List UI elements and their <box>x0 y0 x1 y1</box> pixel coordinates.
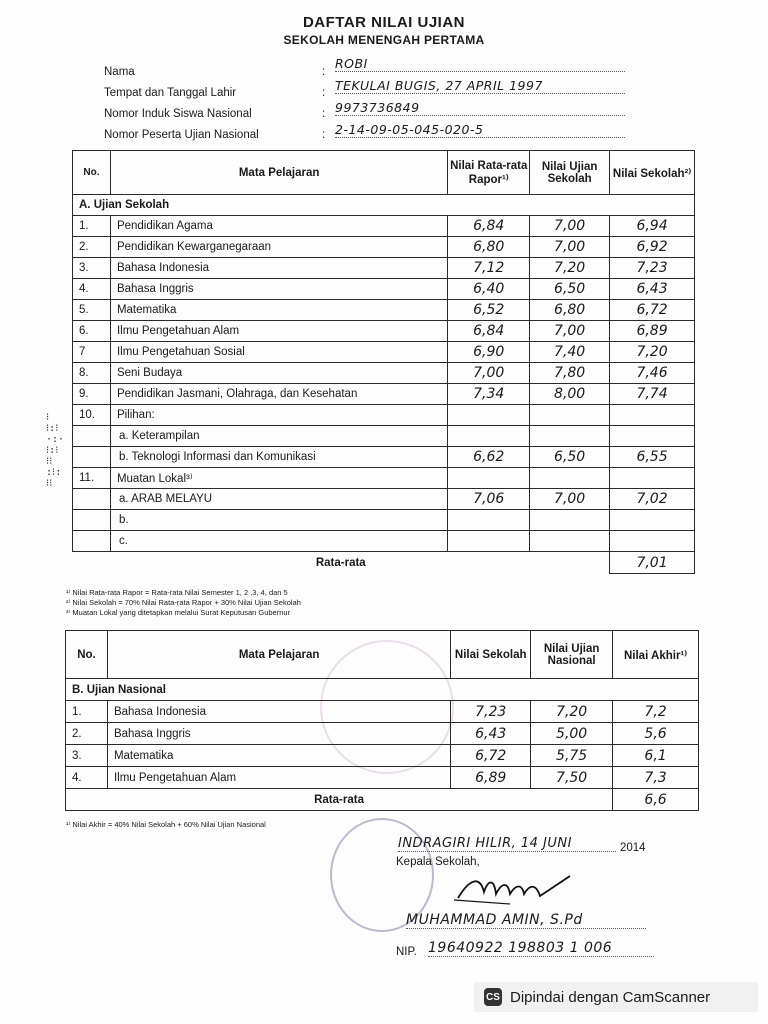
table-row <box>73 342 695 363</box>
score-cell: 7,2 <box>613 701 699 723</box>
subject-name: Muatan Lokal³⁾ <box>110 468 447 489</box>
header-subject: Mata Pelajaran <box>110 151 447 195</box>
table-row <box>73 300 695 321</box>
subject-name: c. <box>110 531 447 552</box>
footnote-final: ¹⁾ Nilai Akhir = 40% Nilai Sekolah + 60% Nilai Ujian Nasional <box>66 820 266 829</box>
row-number: 9. <box>73 384 111 405</box>
row-number <box>73 426 111 447</box>
row-number <box>73 531 111 552</box>
table-row <box>73 321 695 342</box>
name-label: Nama <box>104 66 135 78</box>
camscanner-text: Dipindai dengan CamScanner <box>510 988 711 1006</box>
row-number <box>73 489 111 510</box>
score-cell <box>610 426 695 447</box>
table-row <box>73 363 695 384</box>
document-title: DAFTAR NILAI UJIAN <box>302 14 466 31</box>
nisn-label: Nomor Induk Siswa Nasional <box>104 108 252 120</box>
score-cell <box>610 468 695 489</box>
score-cell: 7,23 <box>451 701 531 723</box>
subject-name: Matematika <box>110 300 447 321</box>
birth-label: Tempat dan Tanggal Lahir <box>104 87 237 99</box>
name-value: ROBI <box>335 56 625 72</box>
subject-name: Bahasa Indonesia <box>107 701 450 723</box>
score-cell <box>448 468 530 489</box>
section-b-label: B. Ujian Nasional <box>66 679 699 701</box>
row-number <box>73 447 111 468</box>
nip-value: 19640922 198803 1 006 <box>428 940 654 957</box>
header-school-exam: Nilai Ujian Sekolah <box>530 151 610 195</box>
subject-name: Ilmu Pengetahuan Alam <box>110 321 447 342</box>
header2-subject: Mata Pelajaran <box>107 631 450 679</box>
score-cell: 6,40 <box>448 279 530 300</box>
score-cell: 6,89 <box>610 321 695 342</box>
header-report-avg: Nilai Rata-rata Rapor¹⁾ <box>448 151 530 195</box>
score-cell: 6,84 <box>448 216 530 237</box>
birth-value: TEKULAI BUGIS, 27 APRIL 1997 <box>335 78 625 94</box>
footnote-1: ¹⁾ Nilai Rata-rata Rapor = Rata-rata Nilai Semester 1, 2 ,3, 4, dan 5 <box>66 588 288 597</box>
score-cell: 7,40 <box>530 342 610 363</box>
table-row <box>73 216 695 237</box>
header-no: No. <box>73 151 111 195</box>
score-cell: 7,50 <box>531 767 613 789</box>
score-cell: 6,92 <box>610 237 695 258</box>
subject-name: Ilmu Pengetahuan Sosial <box>110 342 447 363</box>
score-cell: 6,72 <box>610 300 695 321</box>
subject-name: Pendidikan Jasmani, Olahraga, dan Kesehatan <box>110 384 447 405</box>
score-cell <box>610 531 695 552</box>
row-number: 10. <box>73 405 111 426</box>
exam-number-label: Nomor Peserta Ujian Nasional <box>104 129 259 141</box>
score-cell <box>448 405 530 426</box>
subject-name: Bahasa Inggris <box>110 279 447 300</box>
table-row <box>66 767 699 789</box>
score-cell: 7,00 <box>448 363 530 384</box>
average-label: Rata-rata <box>73 552 610 574</box>
score-cell: 6,43 <box>451 723 531 745</box>
principal-name: MUHAMMAD AMIN, S.Pd <box>406 912 646 929</box>
camscanner-logo-icon: CS <box>484 988 502 1006</box>
subject-name: Pendidikan Agama <box>110 216 447 237</box>
national-exam-table <box>65 630 699 811</box>
table-row <box>73 384 695 405</box>
header2-final-score: Nilai Akhir¹⁾ <box>613 631 699 679</box>
score-cell: 6,50 <box>530 279 610 300</box>
subject-name: Seni Budaya <box>110 363 447 384</box>
year: 2014 <box>620 842 646 854</box>
subject-name: Bahasa Indonesia <box>110 258 447 279</box>
camscanner-watermark <box>474 982 758 1012</box>
score-cell <box>530 510 610 531</box>
principal-role: Kepala Sekolah, <box>396 856 480 868</box>
score-cell: 6,55 <box>610 447 695 468</box>
score-cell: 6,62 <box>448 447 530 468</box>
average-value: 7,01 <box>610 552 695 574</box>
table-row <box>66 745 699 767</box>
average2-value: 6,6 <box>613 789 699 811</box>
row-number: 2. <box>66 723 108 745</box>
row-number <box>73 510 111 531</box>
signature-scribble <box>450 868 580 908</box>
score-cell: 7,06 <box>448 489 530 510</box>
subject-name: Pendidikan Kewarganegaraan <box>110 237 447 258</box>
score-cell: 6,90 <box>448 342 530 363</box>
score-cell: 7,20 <box>530 258 610 279</box>
score-cell: 6,72 <box>451 745 531 767</box>
table-row <box>73 489 695 510</box>
score-cell: 8,00 <box>530 384 610 405</box>
score-cell: 7,74 <box>610 384 695 405</box>
margin-marks: ⁝ ⁝:⁝ ·:· ⁝:⁝ ⁝⁝ :⁝: ⁝⁝ <box>46 412 65 489</box>
subject-name: b. Teknologi Informasi dan Komunikasi <box>110 447 447 468</box>
score-cell: 6,1 <box>613 745 699 767</box>
score-cell: 5,6 <box>613 723 699 745</box>
row-number: 4. <box>73 279 111 300</box>
row-number: 2. <box>73 237 111 258</box>
place-date: INDRAGIRI HILIR, 14 JUNI <box>398 836 616 852</box>
row-number: 3. <box>66 745 108 767</box>
score-cell <box>448 531 530 552</box>
score-cell: 7,12 <box>448 258 530 279</box>
score-cell <box>530 405 610 426</box>
table-row <box>66 701 699 723</box>
school-exam-table <box>72 150 695 574</box>
table-row <box>73 279 695 300</box>
score-cell: 6,80 <box>530 300 610 321</box>
score-cell: 7,20 <box>531 701 613 723</box>
score-cell: 7,00 <box>530 237 610 258</box>
score-cell: 7,3 <box>613 767 699 789</box>
score-cell: 6,52 <box>448 300 530 321</box>
row-number: 6. <box>73 321 111 342</box>
header2-school-score: Nilai Sekolah <box>451 631 531 679</box>
footnote-3: ³⁾ Muatan Lokal yang ditetapkan melalui Surat Keputusan Gubernur <box>66 608 291 617</box>
table-row <box>73 447 695 468</box>
subject-name: Pilihan: <box>110 405 447 426</box>
score-cell: 7,00 <box>530 489 610 510</box>
section-a-label: A. Ujian Sekolah <box>73 195 695 216</box>
row-number: 4. <box>66 767 108 789</box>
score-cell: 6,43 <box>610 279 695 300</box>
score-cell: 7,00 <box>530 321 610 342</box>
row-number: 8. <box>73 363 111 384</box>
score-cell <box>448 426 530 447</box>
score-cell: 7,02 <box>610 489 695 510</box>
subject-name: Bahasa Inggris <box>107 723 450 745</box>
table-row <box>66 723 699 745</box>
row-number: 11. <box>73 468 111 489</box>
subject-name: Matematika <box>107 745 450 767</box>
score-cell <box>530 426 610 447</box>
score-cell: 7,20 <box>610 342 695 363</box>
exam-number-value: 2-14-09-05-045-020-5 <box>335 122 625 138</box>
table-row <box>73 237 695 258</box>
score-cell: 5,00 <box>531 723 613 745</box>
score-cell: 7,34 <box>448 384 530 405</box>
score-cell: 6,84 <box>448 321 530 342</box>
document-subtitle: SEKOLAH MENENGAH PERTAMA <box>283 33 485 47</box>
score-cell <box>448 510 530 531</box>
score-cell: 6,94 <box>610 216 695 237</box>
score-cell: 7,80 <box>530 363 610 384</box>
score-cell <box>610 510 695 531</box>
score-cell: 7,23 <box>610 258 695 279</box>
score-cell: 6,80 <box>448 237 530 258</box>
table-row <box>73 531 695 552</box>
row-number: 7 <box>73 342 111 363</box>
score-cell <box>610 405 695 426</box>
row-number: 3. <box>73 258 111 279</box>
footnote-2: ²⁾ Nilai Sekolah = 70% Nilai Rata-rata Rapor + 30% Nilai Ujian Sekolah <box>66 598 301 607</box>
score-cell: 7,00 <box>530 216 610 237</box>
score-cell <box>530 531 610 552</box>
table-row <box>73 468 695 489</box>
header2-no: No. <box>66 631 108 679</box>
document-page: DAFTAR NILAI UJIAN SEKOLAH MENENGAH PERTAMA Nama : ROBI Tempat dan Tanggal Lahir : TEKULAI BUGIS, 27 APRIL 1997 Nomor Induk Siswa Nasional : 9973736849 Nomor Peserta Ujian Nasional : 2-14-09-05-045-020-5 No. Mata Pelajaran Nilai Rata-rata Rapor¹⁾ Nilai Ujian Sekolah Nilai Sekolah²⁾ A. Ujian Sekolah 1. Pendidikan Agama 6,84 7,00 6,94 2. Pendidikan Kewarganegaraan 6,80 7,00 6,92 3. Bahasa Indonesia 7,12 7,20 7,23 4. Bahasa Inggris 6,40 6,50 6,43 5. Matematika 6,52 6,80 6,72 6. Ilmu Pengetahuan Alam 6,84 7,00 6,89 7 Ilmu Pengetahuan Sosial 6,90 7,40 7,20 8. Seni Budaya 7,00 7,80 7,46 9. Pendidikan Jasmani, Olahraga, dan Kesehatan 7,34 8,00 7,74 10. Pilihan: a. Keterampilan b. Teknologi Informasi dan Komunikasi 6,62 6,50 6,55 11. Muatan Lokal³⁾ a. ARAB MELAYU 7,06 7,00 7,02 b. c. Rata-rata 7,01 ¹⁾ Nilai Rata-rata Rapor = Rata-rata Nilai Semester 1, 2 ,3, 4, dan 5 ²⁾ Nilai Sekolah = 70% Nilai Rata-rata Rapor + 30% Nilai Ujian Sekolah ³⁾ Muatan Lokal yang ditetapkan melalui Surat Keputusan Gubernur No. Mata Pelajaran Nilai Sekolah Nilai Ujian Nasional Nilai Akhir¹⁾ B. Ujian Nasional 1. Bahasa Indonesia 7,23 7,20 7,2 2. Bahasa Inggris 6,43 5,00 5,6 3. Matematika 6,72 5,75 6,1 4. Ilmu Pengetahuan Alam 6,89 7,50 7,3 Rata-rata 6,6 ¹⁾ Nilai Akhir = 40% Nilai Sekolah + 60% Nilai Ujian Nasional ⁝ ⁝:⁝ ·:· ⁝:⁝ ⁝⁝ :⁝: ⁝⁝ INDRAGIRI HILIR, 14 JUNI 2014 Kepala Sekolah, MUHAMMAD AMIN, S.Pd NIP. 19640922 198803 1 006 CS Dipindai dengan CamScanner <box>0 0 768 1024</box>
row-number: 5. <box>73 300 111 321</box>
table-row <box>73 510 695 531</box>
table-row <box>73 426 695 447</box>
row-number: 1. <box>66 701 108 723</box>
subject-name: a. ARAB MELAYU <box>110 489 447 510</box>
score-cell <box>530 468 610 489</box>
score-cell: 7,46 <box>610 363 695 384</box>
subject-name: a. Keterampilan <box>110 426 447 447</box>
header-school-score: Nilai Sekolah²⁾ <box>610 151 695 195</box>
subject-name: b. <box>110 510 447 531</box>
row-number: 1. <box>73 216 111 237</box>
score-cell: 6,89 <box>451 767 531 789</box>
nip-label: NIP. <box>396 946 417 958</box>
nisn-value: 9973736849 <box>335 100 625 116</box>
header2-national-exam: Nilai Ujian Nasional <box>531 631 613 679</box>
table-row <box>73 405 695 426</box>
table-row <box>73 258 695 279</box>
score-cell: 6,50 <box>530 447 610 468</box>
average2-label: Rata-rata <box>66 789 613 811</box>
subject-name: Ilmu Pengetahuan Alam <box>107 767 450 789</box>
score-cell: 5,75 <box>531 745 613 767</box>
